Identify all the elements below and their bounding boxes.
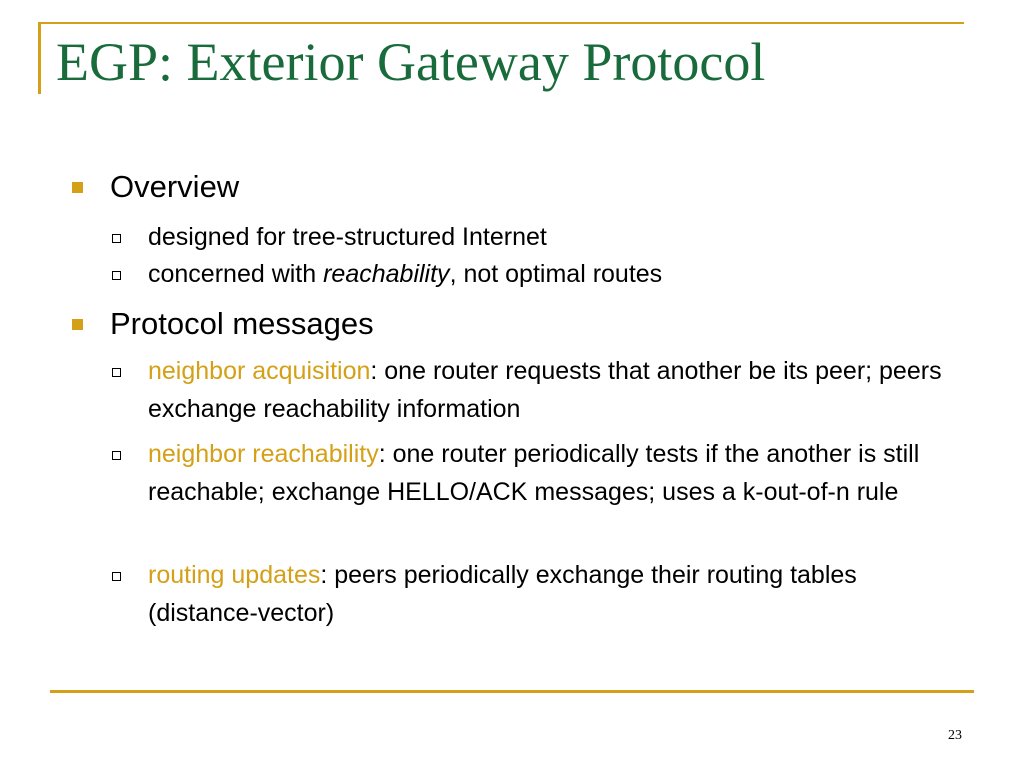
square-bullet-icon	[72, 319, 83, 330]
subitem-text: designed for tree-structured Internet	[148, 223, 547, 251]
subitem-text	[148, 435, 942, 511]
subitem-description: : peers periodically exchange their routing tables (distance-vector)	[148, 561, 857, 627]
subitem-text	[148, 255, 942, 293]
subitem-text-post: , not optimal routes	[449, 260, 663, 288]
square-bullet-icon	[72, 182, 83, 193]
footer-accent-line	[50, 690, 974, 693]
subitem-description: : one router periodically tests if the another is still reachable; exchange HELLO/ACK messages; uses a k-out-of-n rule	[148, 440, 920, 506]
highlighted-term: routing updates	[148, 561, 321, 589]
subitem	[112, 556, 942, 632]
highlighted-term: neighbor reachability	[148, 440, 379, 468]
subitem-description: : one router requests that another be its peer; peers exchange reachability information	[148, 357, 942, 423]
page-number: 23	[948, 728, 962, 743]
hollow-square-bullet-icon	[112, 271, 121, 280]
bullet-label: Overview	[110, 169, 240, 204]
bullet-label: Protocol messages	[110, 306, 374, 341]
subitem	[112, 255, 942, 293]
title-accent-top-line	[38, 22, 964, 24]
title-accent-vertical-line	[38, 22, 41, 94]
highlighted-term: neighbor acquisition	[148, 357, 371, 385]
subitem-emphasis: reachability	[323, 260, 450, 288]
subitem	[112, 218, 942, 256]
hollow-square-bullet-icon	[112, 368, 121, 377]
subitem-text	[148, 556, 942, 632]
subitem-text	[148, 352, 942, 428]
hollow-square-bullet-icon	[112, 234, 121, 243]
subitem-text-pre: concerned with	[148, 260, 324, 288]
hollow-square-bullet-icon	[112, 451, 121, 460]
hollow-square-bullet-icon	[112, 572, 121, 581]
subitem	[112, 435, 942, 511]
subitem	[112, 352, 942, 428]
slide-title: EGP: Exterior Gateway Protocol	[56, 32, 766, 92]
